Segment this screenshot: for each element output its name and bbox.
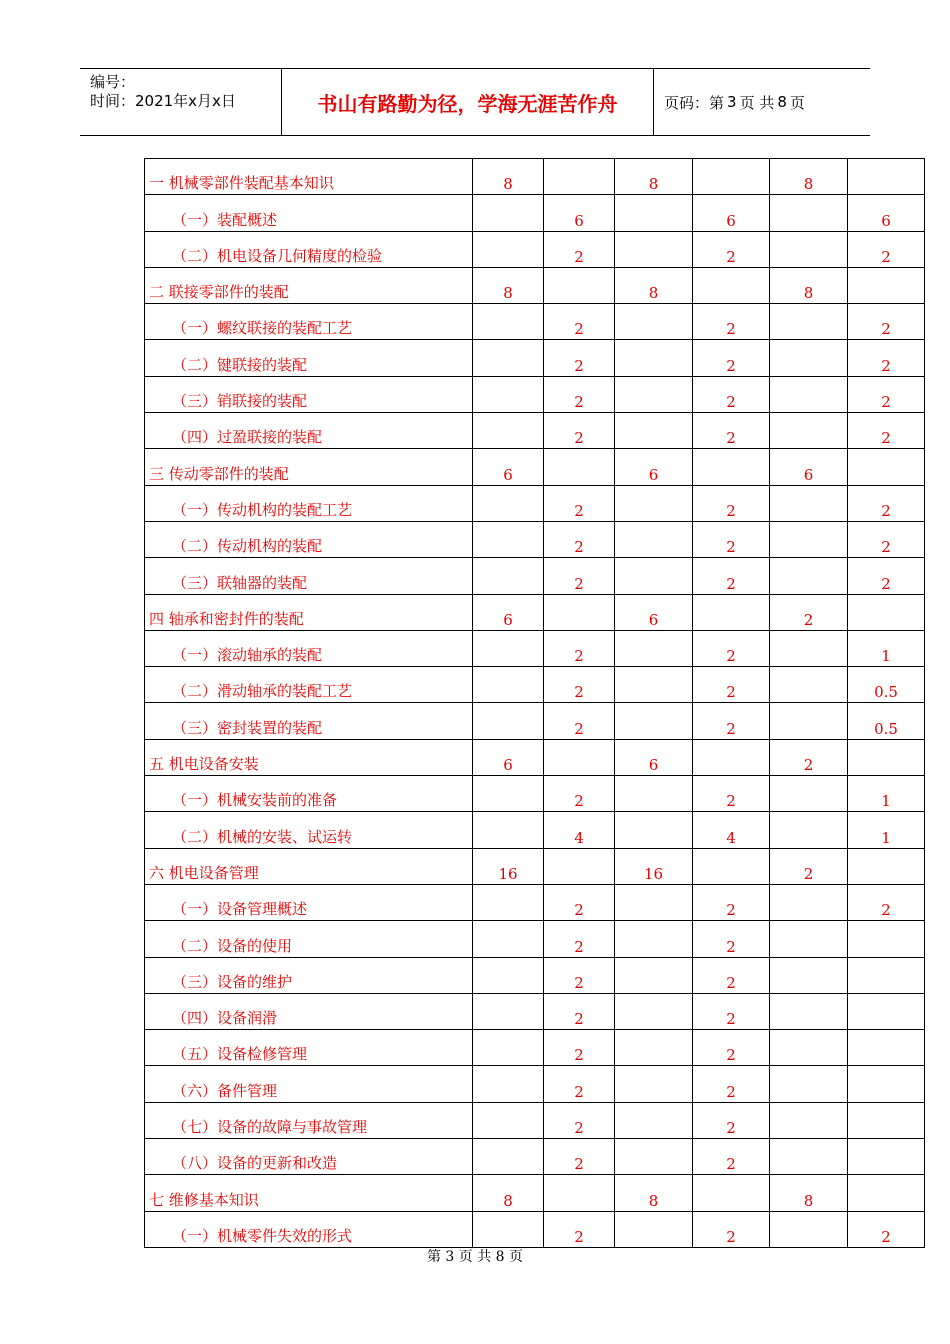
- row-title-cell: [145, 1102, 473, 1138]
- hours-cell: 2: [693, 376, 770, 412]
- hours-cell: 2: [693, 630, 770, 666]
- table-row-subsection: [145, 776, 925, 812]
- hours-cell: [615, 957, 693, 993]
- hours-cell: 2: [544, 993, 615, 1029]
- hours-cell: 2: [770, 848, 848, 884]
- table-row-subsection: [145, 1030, 925, 1066]
- hours-cell: 8: [615, 1175, 693, 1211]
- hours-cell: 2: [544, 376, 615, 412]
- table-row-subsection: [145, 993, 925, 1029]
- row-title: （四）过盈联接的装配: [172, 428, 323, 447]
- table-row-subsection: [145, 304, 925, 340]
- hours-cell: [473, 812, 544, 848]
- page-total: 8: [777, 93, 787, 111]
- page-suffix: 页: [789, 93, 805, 112]
- hours-cell: [473, 1030, 544, 1066]
- row-title-cell: [145, 884, 473, 920]
- hours-cell: [848, 1030, 925, 1066]
- hours-cell: 2: [544, 703, 615, 739]
- table-row-subsection: [145, 485, 925, 521]
- hours-cell: [473, 195, 544, 231]
- row-title: （一）滚动轴承的装配: [172, 646, 323, 665]
- hours-cell: [770, 1030, 848, 1066]
- header-motto: 书山有路勤为径，学海无涯苦作舟: [282, 69, 654, 135]
- hours-cell: [848, 921, 925, 957]
- row-title: （一）机械安装前的准备: [172, 791, 338, 810]
- table-row-subsection: [145, 1102, 925, 1138]
- hours-cell: [473, 376, 544, 412]
- hours-cell: 2: [544, 413, 615, 449]
- hours-cell: [693, 848, 770, 884]
- table-row-subsection: [145, 1139, 925, 1175]
- table-row-subsection: [145, 957, 925, 993]
- hours-cell: 8: [615, 159, 693, 195]
- page-prefix: 页码：第: [664, 93, 725, 112]
- hours-cell: [473, 521, 544, 557]
- hours-cell: [473, 703, 544, 739]
- hours-cell: [848, 1102, 925, 1138]
- row-title-cell: [145, 848, 473, 884]
- hours-cell: [770, 304, 848, 340]
- hours-cell: 2: [693, 1139, 770, 1175]
- row-title: 一 机械零部件装配基本知识: [149, 174, 334, 193]
- hours-cell: [615, 703, 693, 739]
- hours-cell: [473, 304, 544, 340]
- hours-cell: [615, 485, 693, 521]
- hours-cell: [693, 1175, 770, 1211]
- table-row-subsection: [145, 667, 925, 703]
- hours-cell: 6: [615, 594, 693, 630]
- table-row-section: [145, 1175, 925, 1211]
- table-row-subsection: [145, 703, 925, 739]
- hours-cell: 6: [848, 195, 925, 231]
- table-row-subsection: [145, 812, 925, 848]
- hours-cell: [770, 413, 848, 449]
- row-title: （二）传动机构的装配: [172, 537, 323, 556]
- hours-cell: [848, 1175, 925, 1211]
- row-title: （一）传动机构的装配工艺: [172, 500, 353, 519]
- hours-cell: 2: [693, 921, 770, 957]
- hours-cell: 0.5: [848, 667, 925, 703]
- page-current: 3: [727, 93, 737, 111]
- hours-cell: 6: [544, 195, 615, 231]
- table-row-section: [145, 594, 925, 630]
- page-footer: 第 3 页 共 8 页: [426, 1249, 524, 1265]
- hours-cell: [615, 993, 693, 1029]
- hours-cell: 8: [473, 1175, 544, 1211]
- hours-cell: 1: [848, 776, 925, 812]
- header-meta: [80, 69, 282, 135]
- hours-cell: 2: [693, 993, 770, 1029]
- hours-cell: 2: [693, 304, 770, 340]
- hours-cell: [615, 1030, 693, 1066]
- hours-cell: [693, 739, 770, 775]
- table-row-section: [145, 848, 925, 884]
- row-title-cell: [145, 594, 473, 630]
- row-title-cell: [145, 159, 473, 195]
- hours-cell: 2: [544, 1139, 615, 1175]
- row-title: （三）设备的维护: [172, 972, 293, 991]
- hours-cell: 2: [544, 667, 615, 703]
- hours-cell: [615, 1211, 693, 1247]
- hours-cell: 8: [473, 159, 544, 195]
- row-title: （二）机电设备几何精度的检验: [172, 246, 383, 265]
- row-title-cell: [145, 776, 473, 812]
- hours-cell: [848, 267, 925, 303]
- hours-cell: [770, 231, 848, 267]
- hours-cell: 2: [544, 304, 615, 340]
- row-title: （八）设备的更新和改造: [172, 1154, 338, 1173]
- hours-cell: 2: [693, 957, 770, 993]
- page-header: [80, 68, 870, 136]
- row-title-cell: [145, 340, 473, 376]
- hours-cell: 6: [473, 594, 544, 630]
- hours-cell: 4: [544, 812, 615, 848]
- row-title-cell: [145, 703, 473, 739]
- hours-cell: [473, 413, 544, 449]
- hours-cell: [770, 485, 848, 521]
- hours-cell: [770, 1211, 848, 1247]
- row-title: （一）螺纹联接的装配工艺: [172, 319, 353, 338]
- table-row-subsection: [145, 521, 925, 557]
- hours-cell: 2: [693, 776, 770, 812]
- hours-cell: [848, 993, 925, 1029]
- table-row-subsection: [145, 413, 925, 449]
- hours-cell: [473, 921, 544, 957]
- row-title-cell: [145, 630, 473, 666]
- hours-cell: [615, 195, 693, 231]
- hours-cell: [770, 921, 848, 957]
- table-row-subsection: [145, 1211, 925, 1247]
- hours-cell: 2: [848, 231, 925, 267]
- hours-cell: [615, 1066, 693, 1102]
- table-row-subsection: [145, 195, 925, 231]
- table-row-section: [145, 267, 925, 303]
- hours-cell: [770, 521, 848, 557]
- hours-cell: [473, 558, 544, 594]
- row-title: （二）机械的安装、试运转: [172, 827, 353, 846]
- hours-cell: [615, 667, 693, 703]
- hours-cell: 2: [544, 921, 615, 957]
- hours-cell: [473, 776, 544, 812]
- hours-cell: 2: [848, 521, 925, 557]
- hours-cell: [615, 304, 693, 340]
- hours-cell: [473, 1066, 544, 1102]
- hours-cell: 16: [473, 848, 544, 884]
- hours-cell: [615, 376, 693, 412]
- row-title: （二）滑动轴承的装配工艺: [172, 682, 353, 701]
- hours-cell: [848, 739, 925, 775]
- hours-cell: 2: [770, 594, 848, 630]
- hours-cell: [770, 812, 848, 848]
- hours-cell: 2: [693, 1211, 770, 1247]
- hours-cell: 2: [848, 376, 925, 412]
- hours-cell: [615, 921, 693, 957]
- hours-cell: [848, 1139, 925, 1175]
- hours-cell: [473, 993, 544, 1029]
- row-title-cell: [145, 304, 473, 340]
- row-title: （三）联轴器的装配: [172, 573, 308, 592]
- hours-cell: [544, 594, 615, 630]
- row-title: （二）设备的使用: [172, 936, 293, 955]
- row-title-cell: [145, 739, 473, 775]
- hours-cell: 6: [770, 449, 848, 485]
- row-title-cell: [145, 267, 473, 303]
- hours-cell: 2: [693, 485, 770, 521]
- hours-cell: 2: [848, 485, 925, 521]
- row-title-cell: [145, 957, 473, 993]
- hours-cell: [544, 159, 615, 195]
- table-row-subsection: [145, 921, 925, 957]
- hours-cell: 2: [693, 1066, 770, 1102]
- hours-cell: [615, 776, 693, 812]
- hours-cell: [693, 449, 770, 485]
- hours-cell: [615, 413, 693, 449]
- hours-cell: [473, 630, 544, 666]
- row-title: （七）设备的故障与事故管理: [172, 1118, 368, 1137]
- row-title-cell: [145, 558, 473, 594]
- hours-cell: [615, 630, 693, 666]
- hours-cell: [848, 159, 925, 195]
- table-row-subsection: [145, 231, 925, 267]
- hours-cell: [544, 1175, 615, 1211]
- row-title-cell: [145, 667, 473, 703]
- hours-cell: [473, 485, 544, 521]
- row-title: （六）备件管理: [172, 1081, 278, 1100]
- hours-cell: 2: [544, 1066, 615, 1102]
- hours-cell: 8: [473, 267, 544, 303]
- table-row-section: [145, 159, 925, 195]
- hours-cell: [848, 957, 925, 993]
- row-title-cell: [145, 195, 473, 231]
- hours-cell: 2: [693, 703, 770, 739]
- hours-cell: [770, 776, 848, 812]
- hours-cell: 2: [544, 957, 615, 993]
- hours-cell: 2: [693, 558, 770, 594]
- hours-cell: [615, 558, 693, 594]
- hours-cell: [770, 376, 848, 412]
- row-title-cell: [145, 1139, 473, 1175]
- table-row-subsection: [145, 884, 925, 920]
- row-title: （三）密封装置的装配: [172, 718, 323, 737]
- row-title-cell: [145, 1175, 473, 1211]
- hours-cell: [473, 957, 544, 993]
- hours-cell: [848, 848, 925, 884]
- hours-cell: 2: [693, 884, 770, 920]
- row-title-cell: [145, 812, 473, 848]
- row-title-cell: [145, 521, 473, 557]
- hours-cell: [544, 449, 615, 485]
- hours-cell: [770, 630, 848, 666]
- table-row-section: [145, 449, 925, 485]
- hours-cell: [615, 1139, 693, 1175]
- hours-cell: 2: [544, 1211, 615, 1247]
- table-row-subsection: [145, 630, 925, 666]
- row-title: （五）设备检修管理: [172, 1045, 308, 1064]
- row-title: 二 联接零部件的装配: [149, 283, 289, 302]
- row-title-cell: [145, 231, 473, 267]
- hours-cell: 2: [848, 1211, 925, 1247]
- hours-cell: [693, 267, 770, 303]
- hours-cell: 2: [693, 521, 770, 557]
- hours-cell: 2: [693, 667, 770, 703]
- table-row-subsection: [145, 1066, 925, 1102]
- hours-cell: 8: [615, 267, 693, 303]
- table-row-subsection: [145, 376, 925, 412]
- hours-cell: 8: [770, 1175, 848, 1211]
- row-title: （一）设备管理概述: [172, 900, 308, 919]
- serial-label: 编号：: [90, 73, 136, 91]
- hours-cell: [770, 993, 848, 1029]
- hours-cell: [770, 1139, 848, 1175]
- row-title: 六 机电设备管理: [149, 863, 259, 882]
- row-title: 七 维修基本知识: [149, 1190, 259, 1209]
- hours-cell: [693, 159, 770, 195]
- hours-cell: 2: [544, 521, 615, 557]
- row-title-cell: [145, 413, 473, 449]
- hours-cell: [615, 340, 693, 376]
- table-body: [145, 159, 925, 1248]
- hours-cell: 2: [848, 340, 925, 376]
- hours-cell: 4: [693, 812, 770, 848]
- hours-cell: [615, 521, 693, 557]
- header-page-number: [654, 69, 870, 135]
- hours-cell: [473, 884, 544, 920]
- row-title-cell: [145, 921, 473, 957]
- hours-cell: 2: [544, 1030, 615, 1066]
- hours-cell: [544, 267, 615, 303]
- hours-cell: [770, 957, 848, 993]
- hours-cell: 2: [544, 485, 615, 521]
- hours-cell: 1: [848, 630, 925, 666]
- hours-cell: [615, 1102, 693, 1138]
- hours-cell: [473, 1211, 544, 1247]
- hours-cell: [615, 884, 693, 920]
- hours-cell: 6: [693, 195, 770, 231]
- hours-cell: [770, 703, 848, 739]
- hours-cell: [770, 1066, 848, 1102]
- hours-cell: 8: [770, 267, 848, 303]
- hours-cell: [473, 1102, 544, 1138]
- course-hours-table: [144, 158, 925, 1248]
- hours-cell: [615, 812, 693, 848]
- hours-cell: 1: [848, 812, 925, 848]
- hours-cell: 2: [693, 1030, 770, 1066]
- row-title: （四）设备润滑: [172, 1009, 278, 1028]
- hours-cell: 2: [544, 558, 615, 594]
- hours-cell: [473, 1139, 544, 1175]
- row-title: 三 传动零部件的装配: [149, 464, 289, 483]
- table-row-section: [145, 739, 925, 775]
- hours-cell: [770, 1102, 848, 1138]
- hours-cell: 6: [615, 739, 693, 775]
- hours-cell: 16: [615, 848, 693, 884]
- hours-cell: [473, 667, 544, 703]
- hours-cell: 8: [770, 159, 848, 195]
- hours-cell: 6: [473, 449, 544, 485]
- hours-cell: [770, 558, 848, 594]
- hours-cell: 2: [848, 413, 925, 449]
- hours-cell: 2: [693, 413, 770, 449]
- hours-cell: 2: [848, 304, 925, 340]
- hours-cell: 2: [693, 340, 770, 376]
- hours-cell: 2: [848, 884, 925, 920]
- hours-cell: 2: [544, 231, 615, 267]
- row-title: （二）键联接的装配: [172, 355, 308, 374]
- hours-cell: 2: [544, 1102, 615, 1138]
- time-label: 时间：2021年x月x日: [90, 92, 236, 110]
- row-title: （一）机械零件失效的形式: [172, 1226, 353, 1245]
- table-row-subsection: [145, 340, 925, 376]
- row-title-cell: [145, 1066, 473, 1102]
- hours-cell: 2: [544, 340, 615, 376]
- hours-cell: 0.5: [848, 703, 925, 739]
- page-middle: 页 共: [739, 93, 775, 112]
- hours-cell: 2: [770, 739, 848, 775]
- hours-cell: [544, 739, 615, 775]
- hours-cell: 2: [544, 884, 615, 920]
- hours-cell: 2: [693, 231, 770, 267]
- hours-cell: 6: [615, 449, 693, 485]
- hours-cell: [544, 848, 615, 884]
- hours-cell: 2: [544, 630, 615, 666]
- hours-cell: 2: [693, 1102, 770, 1138]
- row-title-cell: [145, 1211, 473, 1247]
- hours-cell: [770, 884, 848, 920]
- hours-cell: 2: [544, 776, 615, 812]
- hours-cell: [693, 594, 770, 630]
- row-title-cell: [145, 449, 473, 485]
- hours-cell: [848, 1066, 925, 1102]
- hours-cell: [473, 340, 544, 376]
- row-title: 四 轴承和密封件的装配: [149, 609, 304, 628]
- row-title: （三）销联接的装配: [172, 392, 308, 411]
- table-row-subsection: [145, 558, 925, 594]
- hours-cell: [770, 667, 848, 703]
- row-title-cell: [145, 993, 473, 1029]
- hours-cell: [848, 594, 925, 630]
- row-title-cell: [145, 485, 473, 521]
- hours-cell: [770, 340, 848, 376]
- row-title: 五 机电设备安装: [149, 755, 259, 774]
- hours-cell: [770, 195, 848, 231]
- hours-cell: [473, 231, 544, 267]
- hours-cell: 6: [473, 739, 544, 775]
- hours-cell: [615, 231, 693, 267]
- hours-cell: [848, 449, 925, 485]
- row-title-cell: [145, 376, 473, 412]
- hours-cell: 2: [848, 558, 925, 594]
- row-title-cell: [145, 1030, 473, 1066]
- row-title: （一）装配概述: [172, 210, 278, 229]
